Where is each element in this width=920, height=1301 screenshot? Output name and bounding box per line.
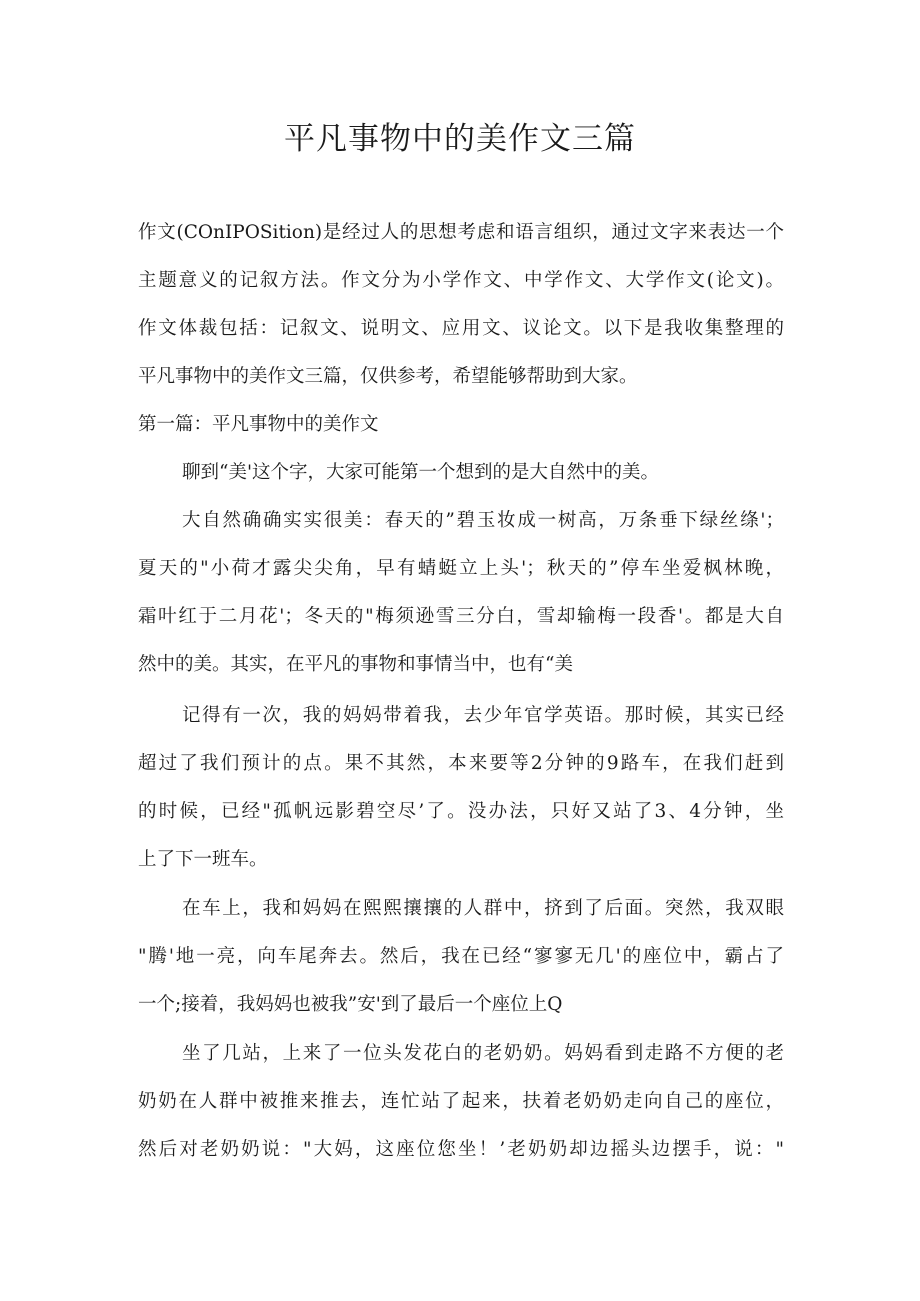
paragraph-line: 一个;接着，我妈妈也被我”安'到了最后一个座位上Q	[138, 994, 563, 1015]
paragraph-line: 聊到“美'这个字，大家可能第一个想到的是大自然中的美。	[182, 462, 660, 483]
paragraph-line: 坐了几站，上来了一位头发花白的老奶奶。妈妈看到走路不方便的老	[182, 1043, 784, 1064]
paragraph-line: 奶奶在人群中被推来推去，连忙站了起来，扶着老奶奶走向自己的座位，	[138, 1091, 784, 1112]
paragraph-line: 作文体裁包括：记叙文、说明文、应用文、议论文。以下是我收集整理的	[138, 318, 784, 339]
paragraph-line: 主题意义的记叙方法。作文分为小学作文、中学作文、大学作文(论文)。	[138, 270, 784, 291]
paragraph-line: 在车上，我和妈妈在熙熙攘攘的人群中，挤到了后面。突然，我双眼	[182, 898, 784, 919]
paragraph-line: 然后对老奶奶说："大妈，这座位您坐！’老奶奶却边摇头边摆手，说："	[138, 1139, 784, 1160]
paragraph-line: 然中的美。其实，在平凡的事物和事情当中，也有“美	[138, 654, 573, 675]
paragraph-line: "腾'地一亮，向车尾奔去。然后，我在已经“寥寥无几'的座位中，霸占了	[138, 946, 784, 967]
paragraph-line: 夏天的"小荷才露尖尖角，早有蜻蜓立上头'；秋天的”停车坐爱枫林晚，	[138, 558, 784, 579]
paragraph-line: 霜叶红于二月花'；冬天的"梅须逊雪三分白，雪却输梅一段香'。都是大自	[138, 606, 784, 627]
paragraph-line: 平凡事物中的美作文三篇，仅供参考，希望能够帮助到大家。	[138, 366, 638, 387]
paragraph-line: 大自然确确实实很美：春天的”碧玉妆成一树高，万条垂下绿丝绦'；	[182, 510, 784, 531]
document-title: 平凡事物中的美作文三篇	[284, 121, 636, 157]
paragraph-line: 上了下一班车。	[138, 849, 268, 870]
paragraph-line: 的时候，已经"孤帆远影碧空尽’了。没办法，只好又站了3、4分钟，坐	[138, 801, 784, 822]
paragraph-line: 作文(COnIPOSition)是经过人的思想考虑和语言组织，通过文字来表达一个	[138, 222, 784, 243]
paragraph-line: 记得有一次，我的妈妈带着我，去少年官学英语。那时候，其实已经	[182, 705, 784, 726]
section-heading: 第一篇：平凡事物中的美作文	[138, 414, 379, 435]
paragraph-line: 超过了我们预计的点。果不其然，本来要等2分钟的9路车，在我们赶到	[138, 753, 784, 774]
